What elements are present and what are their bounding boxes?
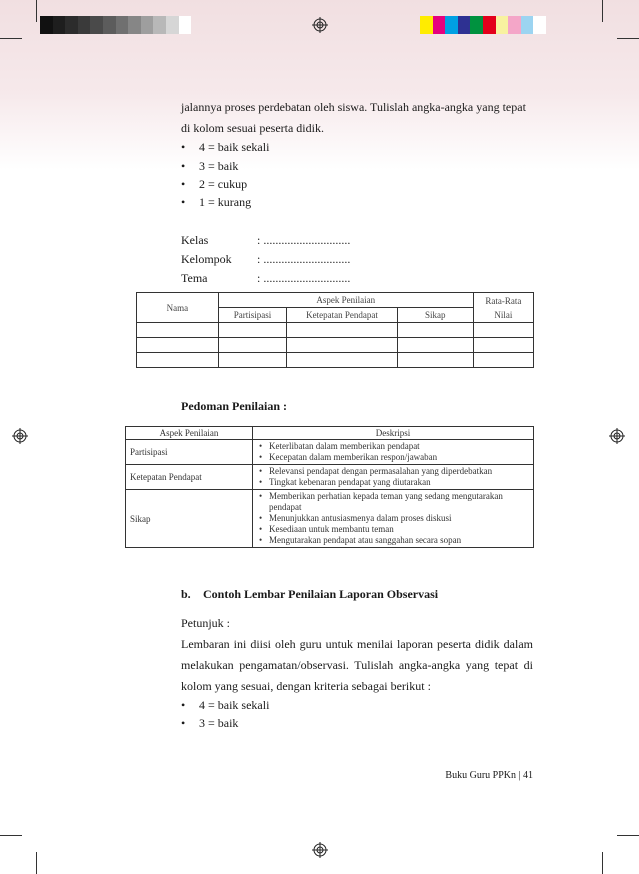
section-heading: Pedoman Penilaian :	[181, 399, 288, 413]
list-item: • Tingkat kebenaran pendapat yang diutarakan	[269, 477, 529, 488]
list-item: • Relevansi pendapat dengan permasalahan yang diperdebatkan	[269, 466, 529, 477]
table-row	[137, 353, 534, 368]
page-footer: Buku Guru PPKn | 41	[445, 770, 533, 781]
list-item: • Memberikan perhatian kepada teman yang sedang mengutarakan pendapat	[269, 491, 529, 513]
instruction-label: Petunjuk :	[181, 616, 231, 630]
column-header: Sikap	[397, 308, 473, 323]
field-value: : .............................	[257, 233, 351, 247]
color-swatch	[496, 16, 509, 34]
column-header: Nama	[137, 293, 219, 323]
field-label: Tema	[181, 271, 208, 285]
color-swatch	[470, 16, 483, 34]
crop-mark	[0, 835, 22, 836]
field-value: : .............................	[257, 271, 351, 285]
color-swatch	[458, 16, 471, 34]
list-item: • 2 = cukup	[181, 177, 248, 191]
paragraph-line: Lembaran ini diisi oleh guru untuk menilai laporan peserta didik dalam	[181, 637, 533, 651]
gray-swatch	[116, 16, 129, 34]
section-heading: Contoh Lembar Penilaian Laporan Observasi	[203, 587, 439, 601]
column-header: Deskripsi	[253, 427, 534, 440]
column-header: Aspek Penilaian	[126, 427, 253, 440]
table-row	[137, 338, 534, 353]
list-item: • Menunjukkan antusiasmenya dalam proses diskusi	[269, 513, 529, 524]
crop-mark	[36, 852, 37, 874]
list-item: • 3 = baik	[181, 716, 239, 730]
field-label: Kelompok	[181, 252, 232, 266]
table-row	[137, 323, 534, 338]
table-row	[126, 490, 534, 548]
color-swatch	[508, 16, 521, 34]
crop-mark	[602, 852, 603, 874]
gray-swatch	[179, 16, 192, 34]
color-swatch	[420, 16, 433, 34]
color-swatch	[445, 16, 458, 34]
registration-mark-icon	[312, 842, 328, 858]
crop-mark	[36, 0, 37, 22]
color-swatch	[521, 16, 534, 34]
list-item: • Keterlibatan dalam memberikan pendapat	[269, 441, 529, 452]
paragraph-line: kolom yang sesuai, dengan kriteria sebagai berikut :	[181, 679, 431, 693]
column-header: Aspek Penilaian	[218, 293, 473, 308]
gray-swatch	[78, 16, 91, 34]
list-item: • 1 = kurang	[181, 195, 252, 209]
gray-swatch	[65, 16, 78, 34]
registration-mark-icon	[12, 428, 28, 444]
column-header: Partisipasi	[218, 308, 286, 323]
crop-mark	[617, 38, 639, 39]
table-row	[126, 440, 534, 465]
list-item: • Mengutarakan pendapat atau sanggahan secara sopan	[269, 535, 529, 546]
gray-swatch	[141, 16, 154, 34]
color-bar	[420, 16, 546, 34]
grayscale-bar	[40, 16, 191, 34]
aspect-cell: Partisipasi	[126, 440, 253, 465]
list-item: • 3 = baik	[181, 159, 239, 173]
color-swatch	[483, 16, 496, 34]
registration-mark-icon	[312, 17, 328, 33]
aspect-cell: Ketepatan Pendapat	[126, 465, 253, 490]
intro-line: di kolom sesuai peserta didik.	[181, 121, 324, 135]
list-item: • 4 = baik sekali	[181, 698, 270, 712]
registration-mark-icon	[609, 428, 625, 444]
rubric-table	[125, 426, 534, 548]
table-row	[126, 465, 534, 490]
color-swatch	[533, 16, 546, 34]
gray-swatch	[90, 16, 103, 34]
column-header: Ketepatan Pendapat	[287, 308, 397, 323]
gray-swatch	[40, 16, 53, 34]
field-value: : .............................	[257, 252, 351, 266]
paragraph-line: melakukan pengamatan/observasi. Tulislah angka-angka yang tepat di	[181, 658, 533, 672]
assessment-table	[136, 292, 534, 368]
crop-mark	[617, 835, 639, 836]
gray-swatch	[166, 16, 179, 34]
column-header: Rata-Rata Nilai	[473, 293, 533, 323]
list-item: • Kecepatan dalam memberikan respon/jawaban	[269, 452, 529, 463]
field-label: Kelas	[181, 233, 209, 247]
intro-line: jalannya proses perdebatan oleh siswa. Tulislah angka-angka yang tepat	[181, 100, 526, 114]
section-letter: b.	[181, 587, 191, 601]
crop-mark	[0, 38, 22, 39]
gray-swatch	[153, 16, 166, 34]
gray-swatch	[53, 16, 66, 34]
list-item: • Kesediaan untuk membantu teman	[269, 524, 529, 535]
list-item: • 4 = baik sekali	[181, 140, 270, 154]
aspect-cell: Sikap	[126, 490, 253, 548]
gray-swatch	[103, 16, 116, 34]
gray-swatch	[128, 16, 141, 34]
crop-mark	[602, 0, 603, 22]
color-swatch	[433, 16, 446, 34]
